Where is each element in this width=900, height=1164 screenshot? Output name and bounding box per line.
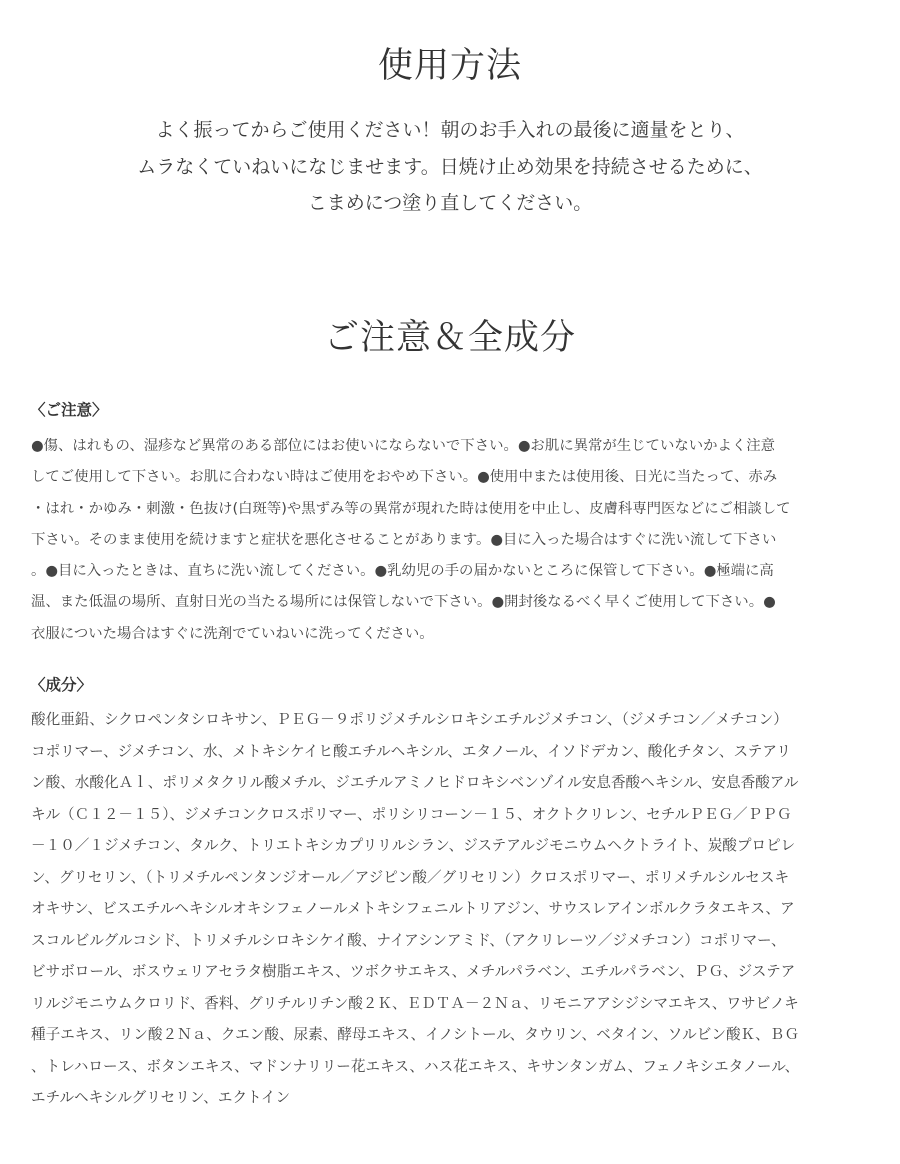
ingredients-line: ビサボロール、ボスウェリアセラタ樹脂エキス、ツボクサエキス、メチルパラベン、エチルパラベン、ＰＧ、ジステア [31,963,796,980]
usage-title: 使用方法 [377,46,522,86]
usage-line: こまめにつ塗り直してください。 [307,192,593,214]
ingredients-line: 種子エキス、リン酸２Ｎａ、クエン酸、尿素、酵母エキス、イノシトール、タウリン、ベタイン、ソルビン酸Ｋ、ＢＧ [31,1026,799,1043]
caution-line: 。●目に入ったときは、直ちに洗い流してください。●乳幼児の手の届かないところに保管して下さい。●極端に高 [31,563,774,580]
usage-line: よく振ってからご使用ください！朝のお手入れの最後に適量をとり、 [155,119,745,141]
ingredients-line: －１０／１ジメチコン、タルク、トリエトキシカプリリルシラン、ジステアルジモニウムヘクトライト、炭酸プロピレ [31,837,796,854]
caution-line: 下さい。そのまま使用を続けますと症状を悪化させることがあります。●目に入った場合はすぐに洗い流して下さい [31,531,777,548]
caution-heading: 〈ご注意〉 [30,401,108,419]
usage-line: ムラなくていねいになじませます。日焼け止め効果を持続させるために、 [137,155,763,178]
ingredients-heading: 〈成分〉 [30,676,93,694]
ingredients-line: エチルヘキシルグリセリン、エクトイン [31,1089,291,1106]
ingredients-line: ン酸、水酸化Ａｌ、ポリメタクリル酸メチル、ジエチルアミノヒドロキシベンゾイル安息香酸ヘキシル、安息香酸アル [31,774,799,791]
caution-ingredients-title: ご注意＆全成分 [323,318,576,358]
ingredients-line: 酸化亜鉛、シクロペンタシロキサン、ＰＥＧ－９ポリジメチルシロキシエチルジメチコン、（ジメチコン／メチコン） [31,711,788,728]
caution-line: ・はれ・かゆみ・刺激・色抜け(白斑等)や黒ずみ等の異常が現れた時は使用を中止し、皮膚科専門医などにご相談して [31,500,791,517]
caution-line: ●傷、はれもの、湿疹など異常のある部位にはお使いにならないで下さい。●お肌に異常が生じていないかよく注意 [31,438,776,454]
ingredients-line: 、トレハロース、ボタンエキス、マドンナリリー花エキス、ハス花エキス、キサンタンガム、フェノキシエタノール、 [31,1057,800,1075]
ingredients-line: ン、グリセリン、（トリメチルペンタンジオール／アジピン酸／グリセリン）クロスポリマー、ポリメチルシルセスキ [31,868,790,886]
usage-instructions [0,112,900,222]
ingredients-line: オキサン、ビスエチルヘキシルオキシフェノールメトキシフェニルトリアジン、サウスレアインボルクラタエキス、ア [31,900,795,917]
ingredients-text [31,704,881,1114]
caution-line: 温、また低温の場所、直射日光の当たる場所には保管しないで下さい。●開封後なるべく早くご使用して下さい。● [31,594,776,611]
ingredients-line: スコルビルグルコシド、トリメチルシロキシケイ酸、ナイアシンアミド、（アクリレーツ／ジメチコン）コポリマー、 [31,931,786,949]
ingredients-line: リルジモニウムクロリド、香料、グリチルリチン酸２Ｋ、ＥＤＴＡ－２Ｎａ、リモニアアシジシマエキス、ワサビノキ [31,994,799,1012]
ingredients-line: コポリマー、ジメチコン、水、メトキシケイヒ酸エチルヘキシル、エタノール、イソドデカン、酸化チタン、ステアリ [31,742,791,760]
caution-line: 衣服についた場合はすぐに洗剤でていねいに洗ってください。 [31,625,434,642]
caution-line: してご使用して下さい。お肌に合わない時はご使用をおやめ下さい。●使用中または使用後、日光に当たって、赤み [31,469,778,486]
caution-text [31,431,881,650]
ingredients-line: キル（Ｃ１２－１５）、ジメチコンクロスポリマー、ポリシリコーン－１５、オクトクリレン、セチルＰＥＧ／ＰＰＧ [31,805,792,823]
